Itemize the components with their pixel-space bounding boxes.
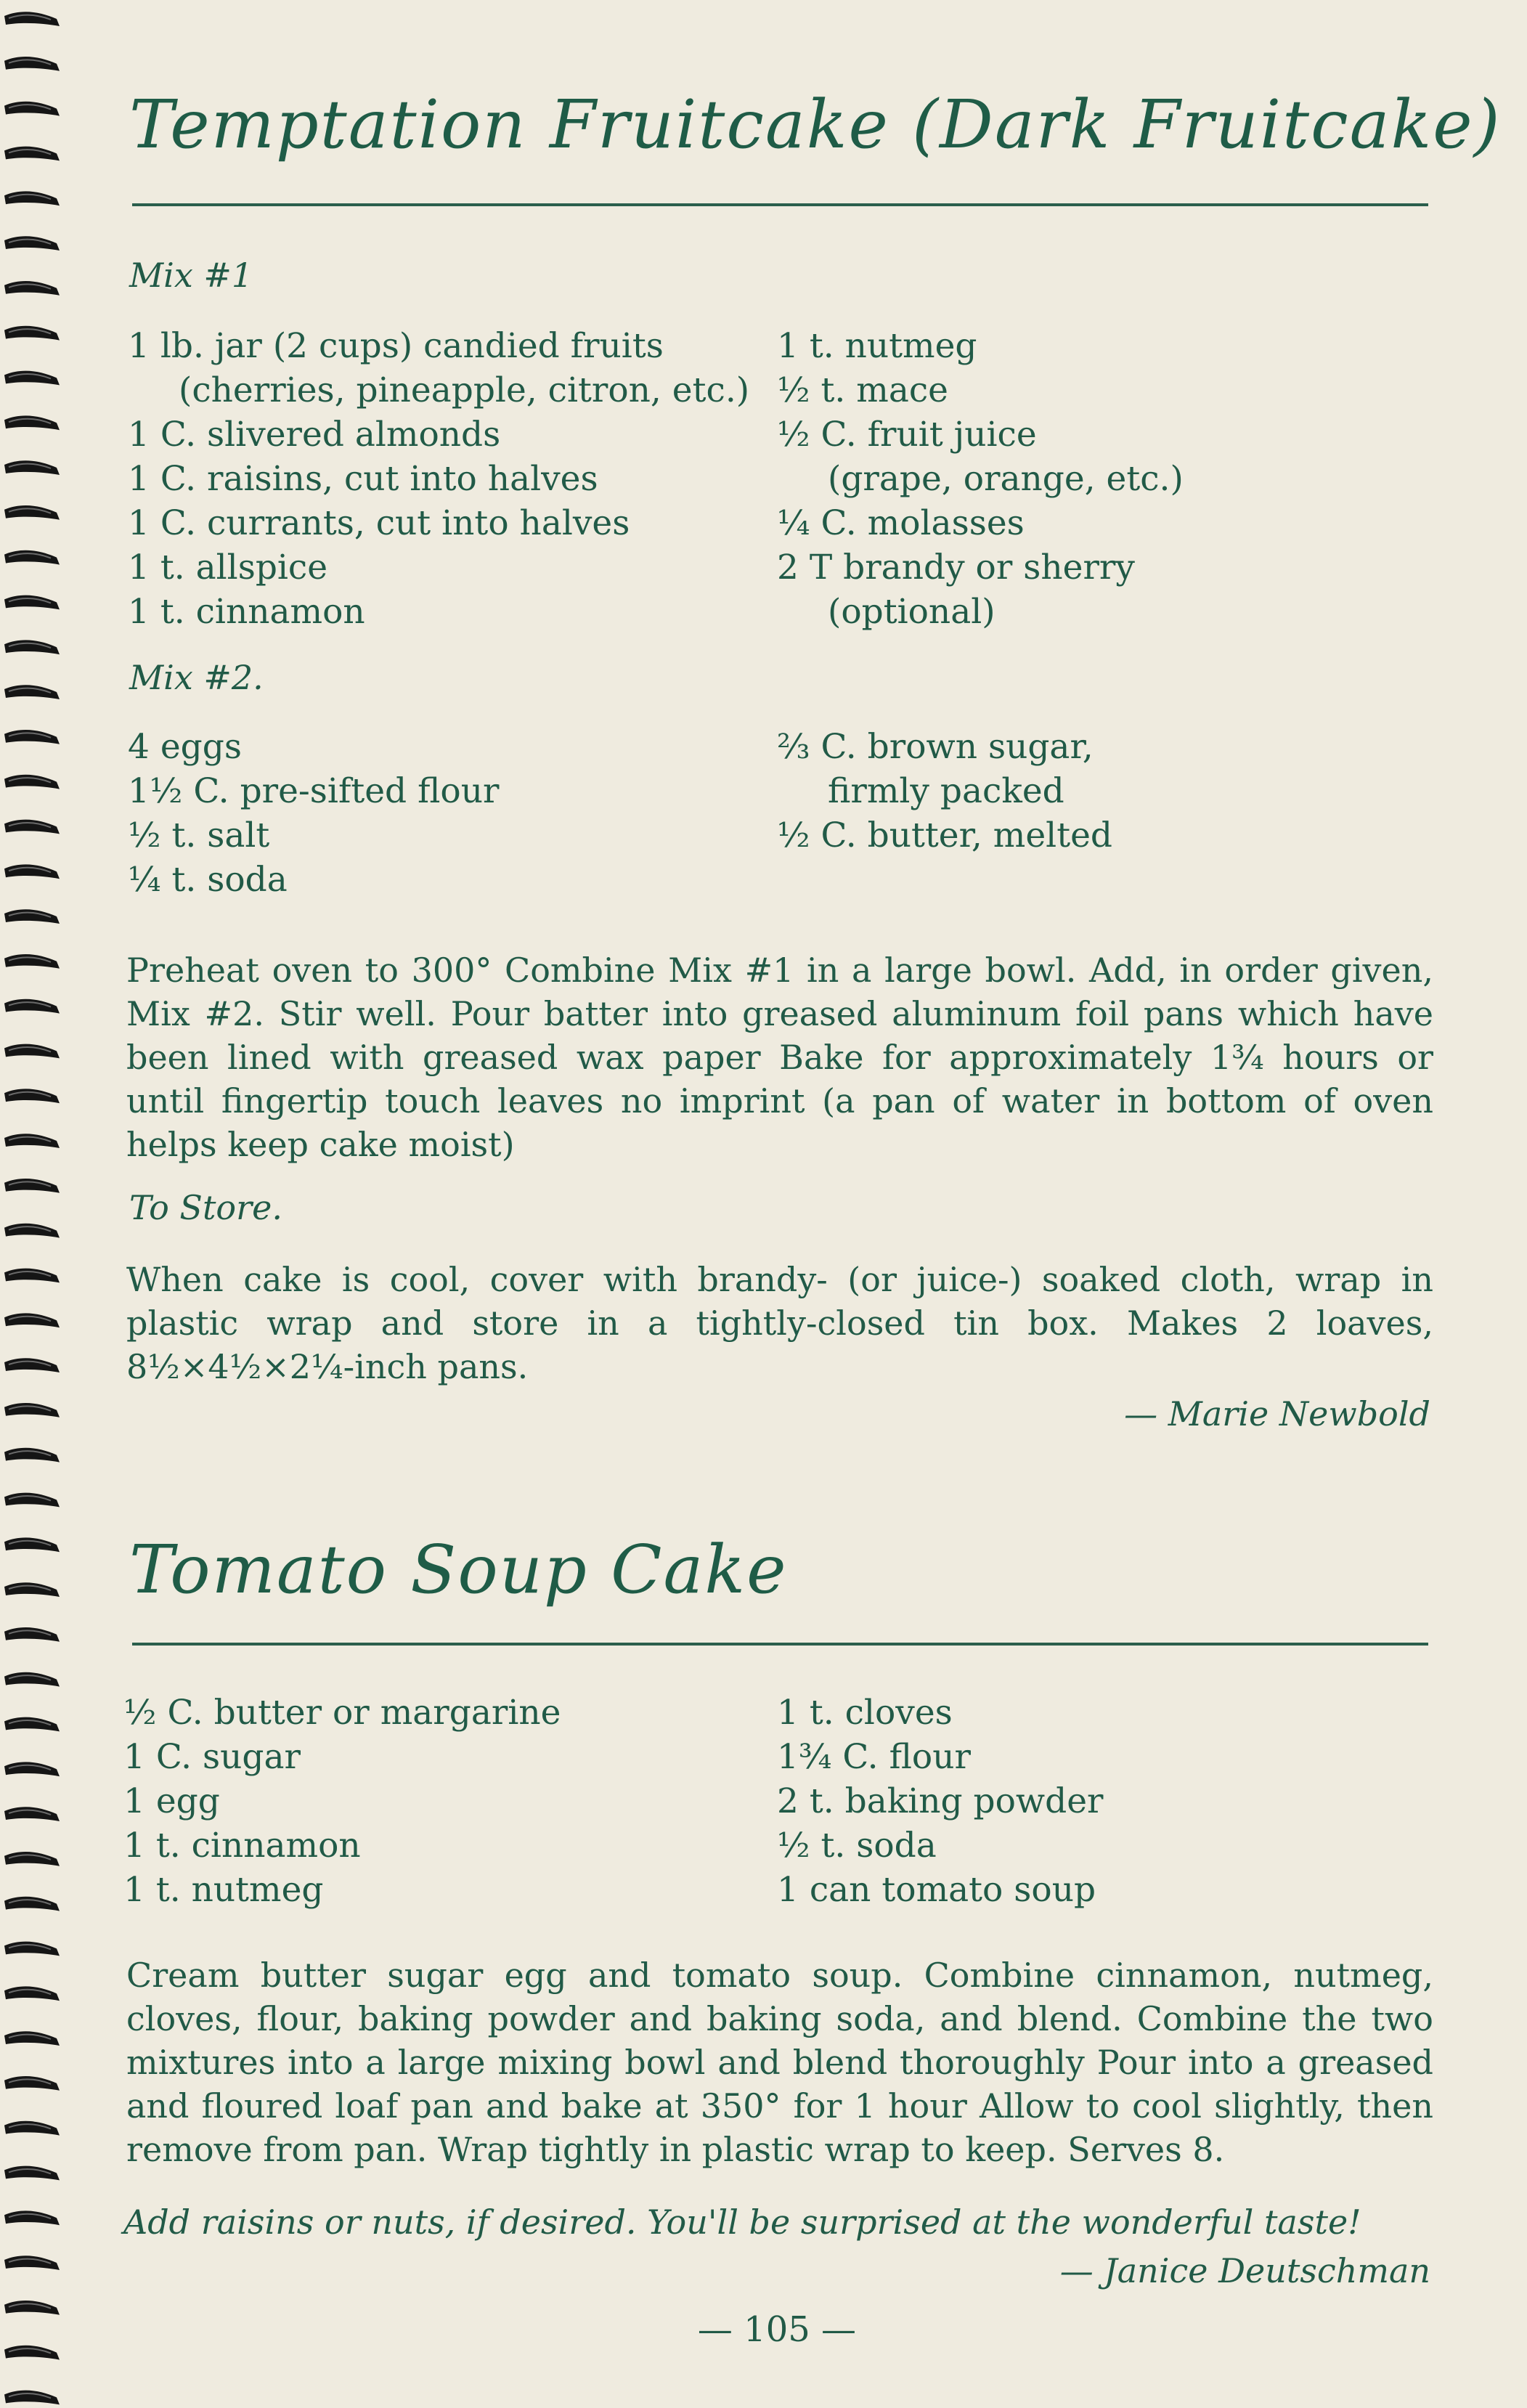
title-rule bbox=[132, 203, 1428, 206]
mix2-label: Mix #2. bbox=[129, 658, 264, 697]
binding-coil bbox=[4, 909, 60, 924]
binding-coil bbox=[4, 191, 60, 206]
cookbook-page bbox=[123, 0, 1502, 2408]
ingredient: 1 egg bbox=[123, 1781, 220, 1821]
binding-coil bbox=[4, 147, 60, 161]
tomato-cake-note: Add raisins or nuts, if desired. You'll be surprised at the wonderful taste! bbox=[123, 2202, 1361, 2242]
ingredient: 1 C. slivered almonds bbox=[128, 415, 501, 455]
binding-coil bbox=[4, 1852, 60, 1866]
mix2-ingredients-right bbox=[777, 725, 1112, 858]
ingredient: (grape, orange, etc.) bbox=[828, 459, 1184, 499]
binding-coil bbox=[4, 1672, 60, 1687]
binding-coil bbox=[4, 415, 60, 430]
binding-coil bbox=[4, 1537, 60, 1552]
ingredient: 1 t. allspice bbox=[128, 548, 328, 587]
binding-coil bbox=[4, 1942, 60, 1956]
binding-coil bbox=[4, 57, 60, 71]
ingredient: 1 lb. jar (2 cups) candied fruits bbox=[128, 326, 664, 366]
binding-coil bbox=[4, 1089, 60, 1103]
ingredient: 1 C. raisins, cut into halves bbox=[128, 459, 598, 499]
tomato-cake-ingredients-left bbox=[123, 1691, 561, 1912]
tomato-cake-ingredients-right bbox=[777, 1691, 1104, 1912]
binding-coil bbox=[4, 2210, 60, 2225]
ingredient: 2 T brandy or sherry bbox=[777, 548, 1135, 587]
binding-coil bbox=[4, 1224, 60, 1238]
ingredient: ⅔ C. brown sugar, bbox=[777, 727, 1094, 767]
binding-coil bbox=[4, 685, 60, 699]
binding-coil bbox=[4, 326, 60, 341]
to-store-label: To Store. bbox=[129, 1188, 282, 1227]
ingredient: (optional) bbox=[828, 592, 995, 632]
ingredient: ½ t. soda bbox=[777, 1826, 937, 1866]
binding-coil bbox=[4, 550, 60, 565]
ingredient: firmly packed bbox=[828, 771, 1064, 811]
fruitcake-directions: Preheat oven to 300° Combine Mix #1 in a large bowl. Add, in order given, Mix #2. Stir well. Pour batter into greased aluminum foil pans which have been lined with greased wax paper Bake for approximately 1¾ hours or until fingertip touch leaves no imprint (a pan of water in bottom of oven helps keep cake moist) bbox=[126, 951, 1433, 1164]
binding-coil bbox=[4, 864, 60, 879]
binding-coil bbox=[4, 595, 60, 610]
mix1-ingredients-right bbox=[777, 324, 1184, 634]
binding-coil bbox=[4, 999, 60, 1014]
binding-coil bbox=[4, 1627, 60, 1642]
binding-coil bbox=[4, 102, 60, 116]
recipe-title-tomato-soup-cake: Tomato Soup Cake bbox=[129, 1531, 788, 1608]
binding-coil bbox=[4, 460, 60, 475]
binding-coil bbox=[4, 2391, 60, 2405]
ingredient: 1 can tomato soup bbox=[777, 1870, 1096, 1910]
binding-coil bbox=[4, 1717, 60, 1732]
binding-coil bbox=[4, 505, 60, 520]
binding-coil bbox=[4, 1762, 60, 1776]
binding-coil bbox=[4, 371, 60, 386]
binding-coil bbox=[4, 775, 60, 789]
ingredient: 1 t. nutmeg bbox=[777, 326, 977, 366]
recipe-title-fruitcake: Temptation Fruitcake (Dark Fruitcake) bbox=[129, 86, 1502, 163]
binding-coil bbox=[4, 1044, 60, 1059]
binding-coil bbox=[4, 1582, 60, 1597]
ingredient: (cherries, pineapple, citron, etc.) bbox=[179, 370, 750, 410]
ingredient: ½ C. fruit juice bbox=[777, 415, 1037, 455]
tomato-cake-directions: Cream butter sugar egg and tomato soup. Combine cinnamon, nutmeg, cloves, flour, baking powder and baking soda, and blend. Combine the two mixtures into a large mixing bowl and blend thoroughly Pour into a greased and floured loaf pan and bake at 350° for 1 hour Allow to cool slightly, then remove from pan. Wrap tightly in plastic wrap to keep. Serves 8. bbox=[126, 1956, 1433, 2169]
binding-coil bbox=[4, 1358, 60, 1372]
ingredient: 1 t. nutmeg bbox=[123, 1870, 324, 1910]
ingredient: 4 eggs bbox=[128, 727, 242, 767]
ingredient: ¼ t. soda bbox=[128, 860, 288, 900]
binding-coil bbox=[4, 730, 60, 744]
author-signature: — Janice Deutschman bbox=[1059, 2251, 1430, 2290]
ingredient: 1 t. cinnamon bbox=[128, 592, 365, 632]
ingredient: ½ t. mace bbox=[777, 370, 948, 410]
spiral-binding bbox=[0, 0, 80, 2408]
binding-coil bbox=[4, 2256, 60, 2270]
ingredient: ½ C. butter, melted bbox=[777, 815, 1112, 855]
binding-coil bbox=[4, 640, 60, 654]
binding-coil bbox=[4, 1807, 60, 1821]
binding-coil bbox=[4, 2346, 60, 2360]
binding-coil bbox=[4, 1179, 60, 1193]
binding-coil bbox=[4, 2166, 60, 2181]
ingredient: ¼ C. molasses bbox=[777, 503, 1025, 543]
ingredient: 1½ C. pre-sifted flour bbox=[128, 771, 500, 811]
binding-coil bbox=[4, 1134, 60, 1148]
binding-coil bbox=[4, 2031, 60, 2046]
binding-coil bbox=[4, 1269, 60, 1283]
binding-coil bbox=[4, 1986, 60, 2001]
binding-coil bbox=[4, 1448, 60, 1463]
ingredient: 1 t. cloves bbox=[777, 1693, 953, 1733]
ingredient: 1 C. currants, cut into halves bbox=[128, 503, 630, 543]
store-instructions: When cake is cool, cover with brandy- (or juice-) soaked cloth, wrap in plastic wrap and store in a tightly-closed tin box. Makes 2 loaves, 8½×4½×2¼-inch pans. bbox=[126, 1260, 1433, 1386]
author-signature: — Marie Newbold bbox=[1124, 1394, 1430, 1433]
binding-coil bbox=[4, 281, 60, 296]
ingredient: 1 C. sugar bbox=[123, 1737, 301, 1777]
binding-coil bbox=[4, 1897, 60, 1911]
binding-coil bbox=[4, 1493, 60, 1508]
binding-coil bbox=[4, 2076, 60, 2091]
binding-coil bbox=[4, 1403, 60, 1417]
binding-coil bbox=[4, 2301, 60, 2315]
binding-coil bbox=[4, 1313, 60, 1327]
page-number: — 105 — bbox=[697, 2309, 857, 2350]
ingredient: 1 t. cinnamon bbox=[123, 1826, 361, 1866]
ingredient: 2 t. baking powder bbox=[777, 1781, 1104, 1821]
binding-coil bbox=[4, 12, 60, 26]
title-rule bbox=[132, 1643, 1428, 1646]
binding-coil bbox=[4, 820, 60, 834]
binding-coil bbox=[4, 236, 60, 251]
ingredient: 1¾ C. flour bbox=[777, 1737, 971, 1777]
ingredient: ½ t. salt bbox=[128, 815, 270, 855]
mix2-ingredients-left bbox=[128, 725, 499, 902]
ingredient: ½ C. butter or margarine bbox=[123, 1693, 561, 1733]
mix1-ingredients-left bbox=[128, 324, 749, 634]
mix1-label: Mix #1 bbox=[129, 256, 253, 295]
binding-coil bbox=[4, 2121, 60, 2136]
binding-coil bbox=[4, 954, 60, 969]
